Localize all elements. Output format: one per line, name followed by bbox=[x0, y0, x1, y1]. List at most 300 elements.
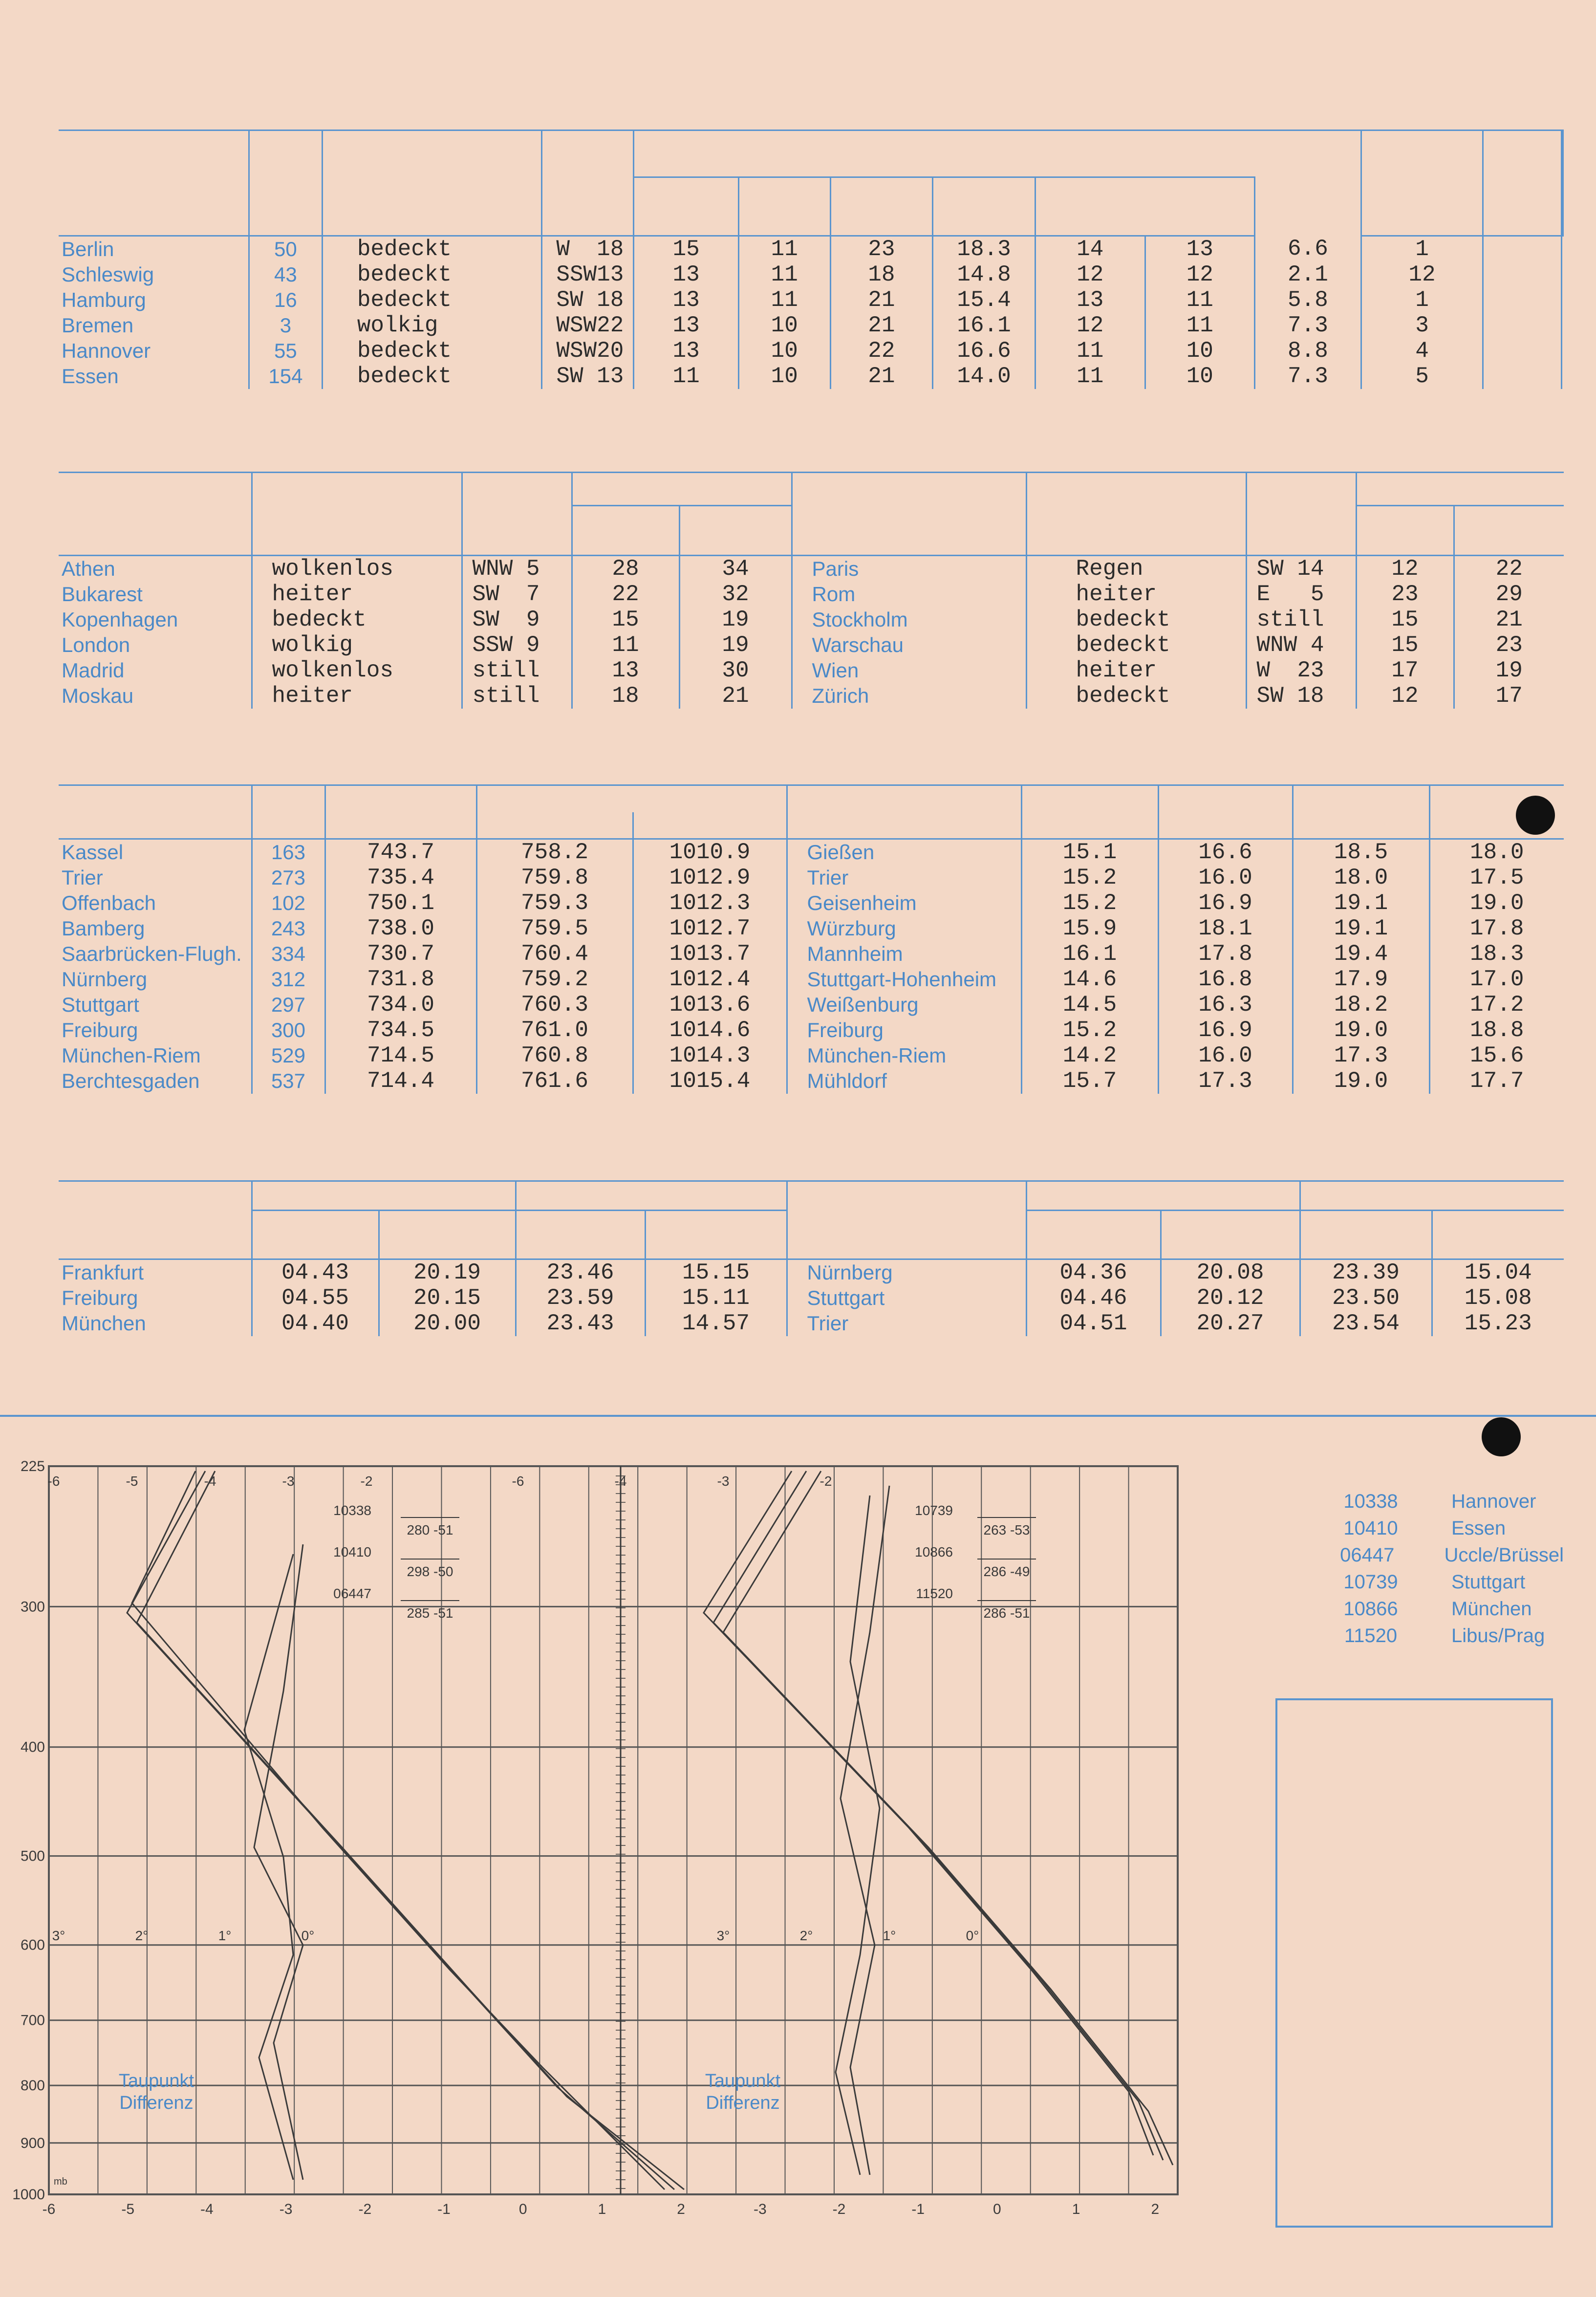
time-m_auf: 23.46 bbox=[516, 1259, 645, 1286]
value-sonne: 6.6 bbox=[1255, 236, 1361, 262]
soil-temp-10: 15.2 bbox=[1021, 890, 1158, 916]
value-t2m: 11 bbox=[634, 364, 739, 389]
temp-7uhr: 15 bbox=[1356, 607, 1454, 632]
table-row bbox=[59, 658, 1564, 683]
table-row bbox=[59, 582, 1564, 607]
station-name: Offenbach bbox=[59, 890, 252, 916]
value-max: 21 bbox=[830, 313, 933, 338]
weather-text: bedeckt bbox=[1026, 632, 1246, 658]
temp-max: 22 bbox=[1454, 556, 1564, 582]
station-name: Trier bbox=[59, 865, 252, 890]
barom-height: 300 bbox=[252, 1018, 325, 1043]
pressure-sea-mm: 760.4 bbox=[476, 941, 633, 967]
table-row bbox=[59, 262, 1563, 287]
dew-tick-label: 1° bbox=[218, 1928, 232, 1943]
station-height: 16 bbox=[249, 287, 323, 313]
value-max: 23 bbox=[830, 236, 933, 262]
time-m_unt: 15.15 bbox=[645, 1259, 787, 1286]
table-row bbox=[59, 1018, 1564, 1043]
time-r_s_unt: 20.12 bbox=[1161, 1285, 1300, 1311]
aerological-diagram bbox=[12, 1456, 1251, 2229]
station-name: Frankfurt bbox=[59, 1259, 252, 1286]
station-height: 154 bbox=[249, 364, 323, 389]
pressure-sea-mb: 1012.3 bbox=[633, 890, 787, 916]
punch-hole-top bbox=[1516, 796, 1555, 835]
wind-value: E 5 bbox=[1246, 582, 1356, 607]
value-schnee bbox=[1483, 236, 1562, 262]
key-col-kenn bbox=[1319, 1459, 1422, 1483]
table-row bbox=[59, 992, 1564, 1018]
list-item bbox=[1319, 1542, 1564, 1569]
weather-text: bedeckt bbox=[322, 338, 542, 364]
temperature-axis-label: 0 bbox=[518, 2201, 527, 2217]
station-name: Hamburg bbox=[59, 287, 249, 313]
astro-mond-l bbox=[516, 1181, 787, 1211]
eb-col-20 bbox=[1158, 785, 1293, 839]
ld-col-meer bbox=[476, 785, 787, 812]
station-id: 10866 bbox=[1343, 1598, 1398, 1620]
soil-station-name: Mannheim bbox=[787, 941, 1021, 967]
astro-r-aufgang bbox=[1026, 1211, 1161, 1259]
table-row bbox=[59, 607, 1564, 632]
ausland-col-7uhr-r bbox=[1356, 506, 1454, 556]
soil-temp-20: 18.1 bbox=[1158, 916, 1293, 941]
value-tau: 11 bbox=[738, 236, 830, 262]
value-schnee bbox=[1483, 313, 1562, 338]
pressure-tick-label: 400 bbox=[20, 1739, 45, 1755]
soil-temp-100: 19.0 bbox=[1429, 890, 1564, 916]
soil-temp-10: 14.5 bbox=[1021, 992, 1158, 1018]
station-name: Wien bbox=[792, 658, 1026, 683]
wind-value: WSW20 bbox=[542, 338, 634, 364]
col-schneehoehe bbox=[1562, 130, 1563, 236]
wind-value: WSW22 bbox=[542, 313, 634, 338]
value-tau: 10 bbox=[738, 313, 830, 338]
wind-value: SW 9 bbox=[462, 607, 572, 632]
wind-value: WNW 5 bbox=[462, 556, 572, 582]
temperature-top-label: -2 bbox=[360, 1474, 373, 1489]
station-name: Uccle/Brüssel bbox=[1444, 1544, 1564, 1566]
pressure-tick-label: 600 bbox=[20, 1937, 45, 1953]
temperature-axis-label: 1 bbox=[598, 2201, 606, 2217]
punch-hole-bottom bbox=[1482, 1417, 1521, 1456]
weather-text: bedeckt bbox=[1026, 683, 1246, 709]
wind-value: WNW 4 bbox=[1246, 632, 1356, 658]
temp-max: 32 bbox=[679, 582, 792, 607]
value-nieder: 12 bbox=[1361, 262, 1483, 287]
temperature-top-label: -6 bbox=[512, 1474, 524, 1489]
value-minboden: 12 bbox=[1145, 262, 1255, 287]
station-name: Essen bbox=[59, 364, 249, 389]
soil-temp-20: 16.8 bbox=[1158, 967, 1293, 992]
weather-text: bedeckt bbox=[1026, 607, 1246, 632]
soil-temp-20: 16.6 bbox=[1158, 839, 1293, 866]
astro-r-m-untergang bbox=[1432, 1211, 1564, 1259]
soil-temp-10: 14.2 bbox=[1021, 1043, 1158, 1068]
col-station bbox=[59, 130, 249, 236]
astro-r-m-aufgang bbox=[1300, 1211, 1432, 1259]
time-m_unt: 14.57 bbox=[645, 1311, 787, 1336]
temp-7uhr: 11 bbox=[572, 632, 679, 658]
soil-temp-50: 17.9 bbox=[1293, 967, 1429, 992]
value-nieder: 5 bbox=[1361, 364, 1483, 389]
eb-col-50 bbox=[1293, 785, 1429, 839]
differenz-label: Differenz bbox=[119, 2093, 194, 2113]
weather-text: bedeckt bbox=[322, 236, 542, 262]
table-row bbox=[59, 1068, 1564, 1094]
table-row bbox=[59, 313, 1563, 338]
table-row bbox=[59, 1259, 1564, 1286]
dewpoint-curve-right-1 bbox=[841, 1486, 889, 2175]
time-m_auf: 23.43 bbox=[516, 1311, 645, 1336]
col-hoehe bbox=[249, 130, 323, 236]
germany-weather-table bbox=[59, 130, 1564, 389]
soil-temp-100: 17.5 bbox=[1429, 865, 1564, 890]
eb-col-station bbox=[787, 785, 1021, 839]
station-name: Essen bbox=[1451, 1517, 1506, 1539]
station-id: 10739 bbox=[1343, 1571, 1398, 1593]
soil-temp-10: 15.9 bbox=[1021, 916, 1158, 941]
table-row bbox=[59, 916, 1564, 941]
soil-temp-10: 15.1 bbox=[1021, 839, 1158, 866]
temp-max: 34 bbox=[679, 556, 792, 582]
sounding-curve-left-1 bbox=[132, 1471, 665, 2189]
eb-col-10 bbox=[1021, 785, 1158, 839]
value-mittel: 14.8 bbox=[933, 262, 1035, 287]
soil-temp-20: 17.3 bbox=[1158, 1068, 1293, 1094]
soil-temp-50: 19.0 bbox=[1293, 1068, 1429, 1094]
temperature-axis-label: 2 bbox=[677, 2201, 685, 2217]
pressure-sea-mm: 759.3 bbox=[476, 890, 633, 916]
temperature-axis-label: -3 bbox=[279, 2201, 293, 2217]
list-item bbox=[1319, 1569, 1564, 1596]
pressure-sea-mm: 759.2 bbox=[476, 967, 633, 992]
pressure-sea-mm: 760.8 bbox=[476, 1043, 633, 1068]
pressure-unit: mb bbox=[54, 2176, 67, 2187]
station-name: München bbox=[59, 1311, 252, 1336]
temperature-top-label: -4 bbox=[204, 1474, 216, 1489]
soil-temp-100: 15.6 bbox=[1429, 1043, 1564, 1068]
soil-temp-100: 18.0 bbox=[1429, 839, 1564, 866]
temperature-axis-label: -1 bbox=[437, 2201, 451, 2217]
value-nieder: 1 bbox=[1361, 287, 1483, 313]
value-min2m: 11 bbox=[1035, 338, 1145, 364]
temp-max: 29 bbox=[1454, 582, 1564, 607]
pressure-sea-mb: 1013.7 bbox=[633, 941, 787, 967]
station-name: Athen bbox=[59, 556, 252, 582]
weather-text: wolkig bbox=[252, 632, 462, 658]
temperature-axis-label: -4 bbox=[200, 2201, 214, 2217]
value-max: 18 bbox=[830, 262, 933, 287]
station-name: Kopenhagen bbox=[59, 607, 252, 632]
value-schnee bbox=[1483, 364, 1562, 389]
station-name: Schleswig bbox=[59, 262, 249, 287]
sounding-id-label: 10866 bbox=[915, 1544, 953, 1560]
soil-station-name: Freiburg bbox=[787, 1018, 1021, 1043]
time-s_auf: 04.43 bbox=[252, 1259, 379, 1286]
soil-temp-100: 17.2 bbox=[1429, 992, 1564, 1018]
temp-7uhr: 28 bbox=[572, 556, 679, 582]
station-name: Trier bbox=[787, 1311, 1026, 1336]
pressure-tick-label: 225 bbox=[20, 1458, 45, 1474]
temperature-axis-label: -2 bbox=[358, 2201, 372, 2217]
pressure-mm: 734.0 bbox=[325, 992, 476, 1018]
station-name: Berchtesgaden bbox=[59, 1068, 252, 1094]
value-tau: 10 bbox=[738, 338, 830, 364]
wind-value: SSW 9 bbox=[462, 632, 572, 658]
station-name: Moskau bbox=[59, 683, 252, 709]
temp-max: 21 bbox=[679, 683, 792, 709]
sounding-id-label: 06447 bbox=[333, 1586, 371, 1601]
value-tau: 11 bbox=[738, 287, 830, 313]
soil-station-name: Gießen bbox=[787, 839, 1021, 866]
barom-height: 243 bbox=[252, 916, 325, 941]
time-r_m_unt: 15.04 bbox=[1432, 1259, 1564, 1286]
temp-7uhr: 23 bbox=[1356, 582, 1454, 607]
value-minboden: 11 bbox=[1145, 287, 1255, 313]
soil-temp-100: 18.3 bbox=[1429, 941, 1564, 967]
station-id: 06447 bbox=[1340, 1544, 1395, 1566]
pressure-sea-mm: 760.3 bbox=[476, 992, 633, 1018]
soil-temp-10: 14.6 bbox=[1021, 967, 1158, 992]
value-mittel: 16.6 bbox=[933, 338, 1035, 364]
sounding-id-label: 11520 bbox=[916, 1586, 953, 1601]
wind-value: W 23 bbox=[1246, 658, 1356, 683]
value-schnee bbox=[1483, 262, 1562, 287]
ausland-table bbox=[59, 472, 1564, 709]
time-s_auf: 04.40 bbox=[252, 1311, 379, 1336]
value-max: 21 bbox=[830, 287, 933, 313]
station-name: Freiburg bbox=[59, 1285, 252, 1311]
temp-7uhr: 22 bbox=[572, 582, 679, 607]
temp-7uhr: 13 bbox=[572, 658, 679, 683]
sounding-id-label: 10338 bbox=[333, 1503, 371, 1518]
ausland-col-wetter-r bbox=[1026, 473, 1246, 556]
pressure-sea-mm: 761.0 bbox=[476, 1018, 633, 1043]
value-minboden: 10 bbox=[1145, 338, 1255, 364]
table-row bbox=[59, 941, 1564, 967]
astro-col-station-r bbox=[787, 1181, 1026, 1259]
soil-station-name: Würzburg bbox=[787, 916, 1021, 941]
col-t2m bbox=[634, 177, 739, 236]
station-height: 50 bbox=[249, 236, 323, 262]
soil-temp-10: 15.7 bbox=[1021, 1068, 1158, 1094]
station-name: Paris bbox=[792, 556, 1026, 582]
sounding-code-label: 286 -51 bbox=[983, 1605, 1030, 1621]
temperature-axis-label: 2 bbox=[1151, 2201, 1160, 2217]
bemerkungen-box bbox=[1275, 1698, 1553, 2228]
pressure-tick-label: 800 bbox=[20, 2078, 45, 2094]
station-name: Bukarest bbox=[59, 582, 252, 607]
ld-col-meer-mb bbox=[633, 812, 787, 839]
barom-height: 163 bbox=[252, 839, 325, 866]
value-sonne: 7.3 bbox=[1255, 364, 1361, 389]
soil-station-name: Geisenheim bbox=[787, 890, 1021, 916]
ausland-col-max-r bbox=[1454, 506, 1564, 556]
list-item bbox=[1319, 1488, 1564, 1515]
ld-col-station bbox=[59, 785, 252, 839]
table-row bbox=[59, 865, 1564, 890]
col-wind bbox=[542, 130, 634, 236]
wind-value: SW 18 bbox=[542, 287, 634, 313]
pressure-tick-label: 700 bbox=[20, 2012, 45, 2029]
sounding-code-label: 285 -51 bbox=[407, 1605, 453, 1621]
barom-height: 102 bbox=[252, 890, 325, 916]
time-r_s_auf: 04.46 bbox=[1026, 1285, 1161, 1311]
table-row bbox=[59, 236, 1563, 262]
pressure-tick-label: 300 bbox=[20, 1599, 45, 1615]
station-name: Madrid bbox=[59, 658, 252, 683]
ausland-col-wind-l bbox=[462, 473, 572, 556]
dew-tick-label: 0° bbox=[301, 1928, 315, 1943]
soil-temp-100: 17.8 bbox=[1429, 916, 1564, 941]
soil-temp-20: 16.3 bbox=[1158, 992, 1293, 1018]
station-name: London bbox=[59, 632, 252, 658]
col-tiefstwert bbox=[1035, 177, 1254, 236]
weather-text: bedeckt bbox=[322, 262, 542, 287]
station-id: 10410 bbox=[1343, 1517, 1398, 1539]
key-col-station bbox=[1422, 1459, 1451, 1483]
value-nieder: 3 bbox=[1361, 313, 1483, 338]
barom-height: 537 bbox=[252, 1068, 325, 1094]
station-name: München-Riem bbox=[59, 1043, 252, 1068]
pressure-sea-mm: 759.5 bbox=[476, 916, 633, 941]
station-name: Nürnberg bbox=[59, 967, 252, 992]
pressure-mm: 731.8 bbox=[325, 967, 476, 992]
ausland-col-station-r bbox=[792, 473, 1026, 556]
taupunkt-label: Taupunkt bbox=[705, 2071, 781, 2091]
pressure-mm: 735.4 bbox=[325, 865, 476, 890]
table-row bbox=[59, 1311, 1564, 1336]
value-schnee bbox=[1483, 287, 1562, 313]
time-r_m_auf: 23.39 bbox=[1300, 1259, 1432, 1286]
soil-station-name: Weißenburg bbox=[787, 992, 1021, 1018]
pressure-tick-label: 1000 bbox=[12, 2187, 45, 2203]
soil-temp-100: 17.7 bbox=[1429, 1068, 1564, 1094]
sounding-curve-left-2 bbox=[127, 1471, 674, 2189]
value-nieder: 1 bbox=[1361, 236, 1483, 262]
value-sonne: 8.8 bbox=[1255, 338, 1361, 364]
temperature-axis-label: -6 bbox=[42, 2201, 56, 2217]
temperature-top-label: -2 bbox=[820, 1474, 832, 1489]
station-name: Rom bbox=[792, 582, 1026, 607]
value-mittel: 16.1 bbox=[933, 313, 1035, 338]
soil-temp-10: 16.1 bbox=[1021, 941, 1158, 967]
soil-temp-50: 19.1 bbox=[1293, 890, 1429, 916]
wind-value: still bbox=[462, 658, 572, 683]
value-tau: 10 bbox=[738, 364, 830, 389]
value-minboden: 10 bbox=[1145, 364, 1255, 389]
value-min2m: 11 bbox=[1035, 364, 1145, 389]
station-name: Stuttgart bbox=[59, 992, 252, 1018]
pressure-sea-mb: 1012.9 bbox=[633, 865, 787, 890]
time-m_unt: 15.11 bbox=[645, 1285, 787, 1311]
temperature-top-label: -6 bbox=[47, 1474, 60, 1489]
value-mittel: 18.3 bbox=[933, 236, 1035, 262]
pressure-sea-mm: 761.6 bbox=[476, 1068, 633, 1094]
station-name: Saarbrücken-Flugh. bbox=[59, 941, 252, 967]
astro-mond-r bbox=[1300, 1181, 1564, 1211]
station-height: 3 bbox=[249, 313, 323, 338]
temperature-axis-label: -1 bbox=[911, 2201, 925, 2217]
pressure-mm: 738.0 bbox=[325, 916, 476, 941]
value-t2m: 15 bbox=[634, 236, 739, 262]
station-name: München bbox=[1451, 1598, 1532, 1620]
ld-col-barom bbox=[252, 785, 325, 839]
temperature-top-label: -4 bbox=[614, 1474, 627, 1489]
soil-temp-100: 17.0 bbox=[1429, 967, 1564, 992]
time-r_s_unt: 20.08 bbox=[1161, 1259, 1300, 1286]
weather-text: heiter bbox=[1026, 582, 1246, 607]
astro-sonne-l bbox=[252, 1181, 516, 1211]
soil-station-name: Stuttgart-Hohenheim bbox=[787, 967, 1021, 992]
pressure-sea-mb: 1015.4 bbox=[633, 1068, 787, 1094]
pressure-sea-mm: 758.2 bbox=[476, 839, 633, 866]
time-s_unt: 20.00 bbox=[379, 1311, 516, 1336]
ausland-col-7uhr-l bbox=[572, 506, 679, 556]
soil-station-name: Mühldorf bbox=[787, 1068, 1021, 1094]
soil-station-name: Trier bbox=[787, 865, 1021, 890]
temperature-group bbox=[634, 130, 1361, 177]
table-row bbox=[59, 556, 1564, 582]
luftdruck-table bbox=[59, 784, 1564, 1094]
dew-tick-label: 3° bbox=[716, 1928, 730, 1943]
soil-temp-50: 17.3 bbox=[1293, 1043, 1429, 1068]
soil-temp-50: 18.2 bbox=[1293, 992, 1429, 1018]
list-item bbox=[1319, 1623, 1564, 1649]
sounding-code-label: 286 -49 bbox=[983, 1564, 1030, 1579]
ausland-col-wind-r bbox=[1246, 473, 1356, 556]
temp-max: 21 bbox=[1454, 607, 1564, 632]
table-row bbox=[59, 1043, 1564, 1068]
temperature-top-label: -3 bbox=[282, 1474, 295, 1489]
station-name: Kassel bbox=[59, 839, 252, 866]
value-sonne: 2.1 bbox=[1255, 262, 1361, 287]
temp-7uhr: 12 bbox=[1356, 556, 1454, 582]
temperature-axis-label: -5 bbox=[121, 2201, 135, 2217]
weather-text: wolkenlos bbox=[252, 658, 462, 683]
time-r_s_unt: 20.27 bbox=[1161, 1311, 1300, 1336]
pressure-mm: 743.7 bbox=[325, 839, 476, 866]
table-row bbox=[59, 683, 1564, 709]
ausland-col-wetter-l bbox=[252, 473, 462, 556]
time-s_auf: 04.55 bbox=[252, 1285, 379, 1311]
weather-text: heiter bbox=[252, 582, 462, 607]
sounding-curve-right-1 bbox=[704, 1471, 1153, 2155]
weather-text: heiter bbox=[252, 683, 462, 709]
station-name: Bremen bbox=[59, 313, 249, 338]
temp-max: 19 bbox=[679, 607, 792, 632]
station-name: Libus/Prag bbox=[1451, 1625, 1545, 1647]
temp-max: 19 bbox=[1454, 658, 1564, 683]
astro-r-untergang bbox=[1161, 1211, 1300, 1259]
table-row bbox=[59, 1285, 1564, 1311]
ausland-temp-group-r bbox=[1356, 473, 1564, 506]
soil-temp-50: 18.0 bbox=[1293, 865, 1429, 890]
pressure-sea-mb: 1010.9 bbox=[633, 839, 787, 866]
table-row bbox=[59, 967, 1564, 992]
value-min2m: 14 bbox=[1035, 236, 1145, 262]
soil-temp-50: 19.1 bbox=[1293, 916, 1429, 941]
temperature-axis-label: 1 bbox=[1072, 2201, 1080, 2217]
value-t2m: 13 bbox=[634, 262, 739, 287]
station-name: Hannover bbox=[59, 338, 249, 364]
ausland-col-station-l bbox=[59, 473, 252, 556]
pressure-tick-label: 900 bbox=[20, 2135, 45, 2151]
time-r_m_auf: 23.54 bbox=[1300, 1311, 1432, 1336]
table-row bbox=[59, 338, 1563, 364]
value-max: 21 bbox=[830, 364, 933, 389]
